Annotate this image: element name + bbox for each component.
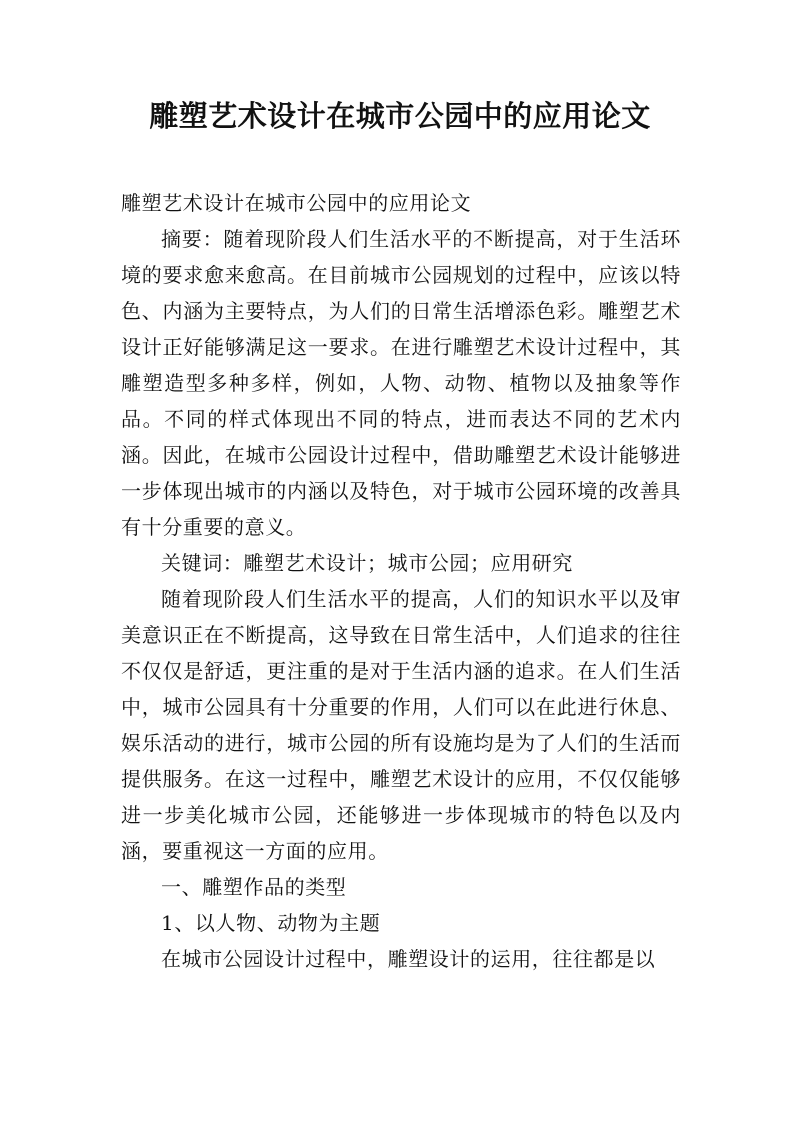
subsection-heading: 1、以人物、动物为主题 [161, 911, 381, 935]
document-title: 雕塑艺术设计在城市公园中的应用论文 [149, 99, 651, 133]
subtitle-paragraph: 雕塑艺术设计在城市公园中的应用论文 [121, 191, 472, 215]
body-paragraph: 在城市公园设计过程中，雕塑设计的运用，往往都是以 [161, 947, 656, 971]
intro-paragraph: 随着现阶段人们生活水平的提高，人们的知识水平以及审美意识正在不断提高，这导致在日常生活中，人们追求的往往不仅仅是舒适，更注重的是对于生活内涵的追求。在人们生活中，城市公园具有十分重要的作用，人们可以在此进行休息、娱乐活动的进行，城市公园的所有设施均是为了人们的生活而提供服务。在这一过程中，雕塑艺术设计的应用，不仅仅能够进一步美化城市公园，还能够进一步体现城市的特色以及内涵，要重视这一方面的应用。 [121, 587, 681, 863]
keywords-paragraph: 关键词：雕塑艺术设计；城市公园；应用研究 [161, 551, 573, 575]
document-body [121, 185, 681, 977]
section-heading: 一、雕塑作品的类型 [161, 875, 347, 899]
abstract-paragraph: 摘要：随着现阶段人们生活水平的不断提高，对于生活环境的要求愈来愈高。在目前城市公园规划的过程中，应该以特色、内涵为主要特点，为人们的日常生活增添色彩。雕塑艺术设计正好能够满足这一要求。在进行雕塑艺术设计过程中，其雕塑造型多种多样，例如，人物、动物、植物以及抽象等作品。不同的样式体现出不同的特点，进而表达不同的艺术内涵。因此，在城市公园设计过程中，借助雕塑艺术设计能够进一步体现出城市的内涵以及特色，对于城市公园环境的改善具有十分重要的意义。 [121, 227, 681, 539]
